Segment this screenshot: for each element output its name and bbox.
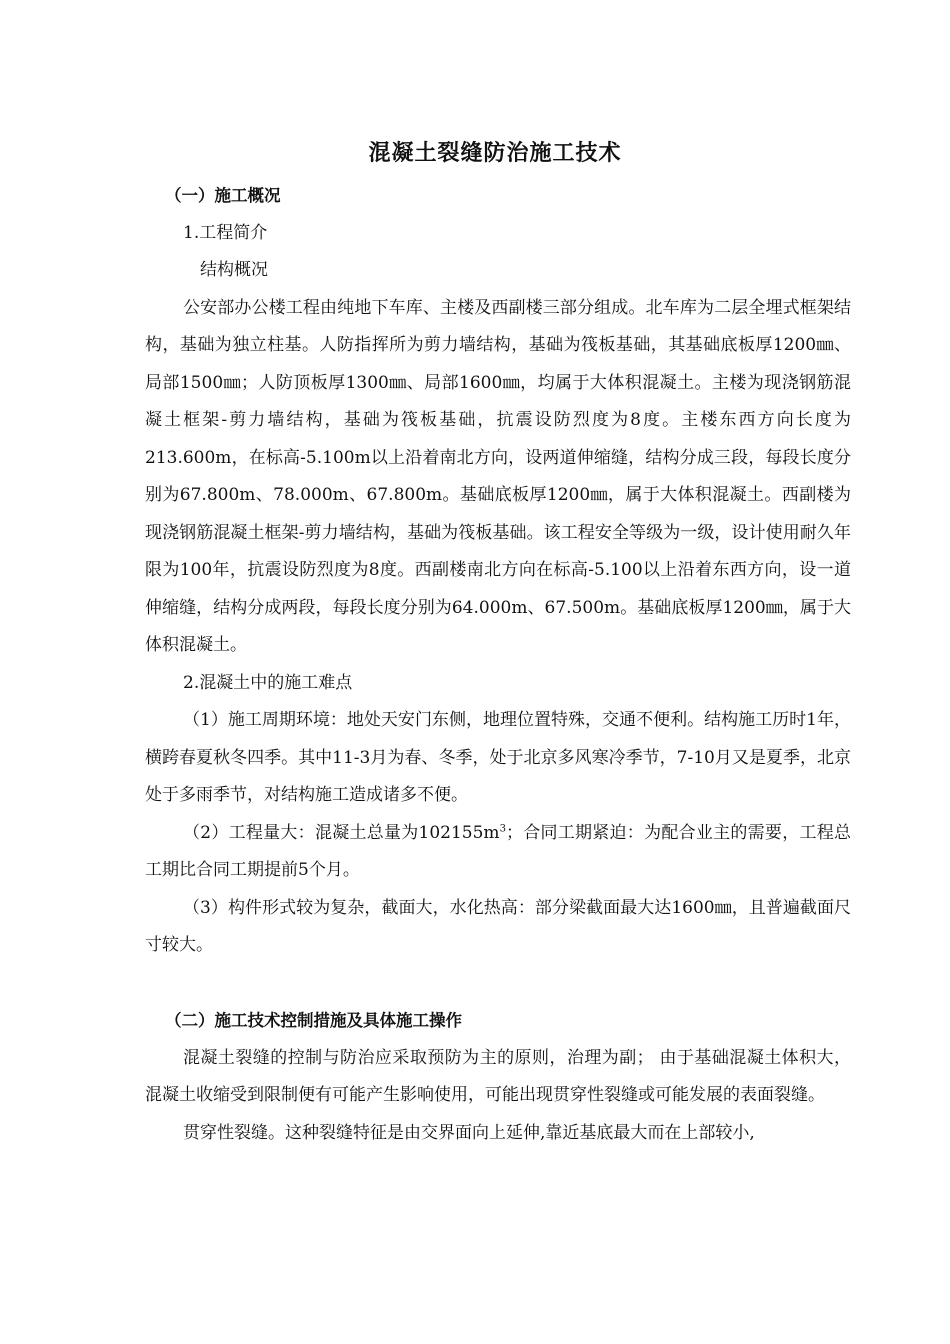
- paragraph-through-cracks: 贯穿性裂缝。这种裂缝特征是由交界面向上延伸,靠近基底最大而在上部较小,: [183, 1122, 755, 1143]
- subheading-construction-difficulties: 2.混凝土中的施工难点: [183, 672, 353, 693]
- list-item-construction-environment: （1）施工周期环境：地处天安门东侧，地理位置特殊，交通不便利。结构施工历时1年，横跨春夏秋冬四季。其中11-3月为春、冬季，处于北京多风寒冷季节，7-10月又是夏季，北京处于多雨季节，对结构施工造成诸多不便。: [145, 710, 851, 805]
- subheading-structure-overview: 结构概况: [200, 260, 268, 280]
- subheading-project-intro: 1.工程简介: [183, 222, 268, 243]
- document-title: 混凝土裂缝防治施工技术: [368, 141, 622, 166]
- list-item-large-quantity: [145, 815, 851, 890]
- section-gap: [145, 965, 851, 1003]
- superscript-cubic: 3: [499, 822, 506, 834]
- paragraph-structure-description: 公安部办公楼工程由纯地下车库、主楼及西副楼三部分组成。北车库为二层全埋式框架结构，基础为独立柱基。人防指挥所为剪力墙结构，基础为筏板基础，其基础底板厚1200㎜、局部1500㎜；人防顶板厚1300㎜、局部1600㎜，均属于大体积混凝土。主楼为现浇钢筋混凝土框架-剪力墙结构，基础为筏板基础，抗震设防烈度为8度。主楼东西方向长度为213.600m，在标高-5.100m以上沿着南北方向，设两道伸缩缝，结构分成三段，每段长度分别为67.800m、78.000m、67.800m。基础底板厚1200㎜，属于大体积混凝土。西副楼为现浇钢筋混凝土框架-剪力墙结构，基础为筏板基础。该工程安全等级为一级，设计使用耐久年限为100年，抗震设防烈度为8度。西副楼南北方向在标高-5.100以上沿着东西方向，设一道伸缩缝，结构分成两段，每段长度分别为64.000m、67.500m。基础底板厚1200㎜，属于大体积混凝土。: [145, 297, 851, 655]
- list-item-large-quantity-text-b: ；合同工期紧迫：为配合业主的需要，工程总工期比合同工期提前5个月。: [145, 822, 851, 880]
- list-item-large-quantity-text-a: （2）工程量大：混凝土总量为102155m: [183, 822, 500, 843]
- section-heading-overview: （一）施工概况: [165, 186, 281, 205]
- paragraph-crack-prevention-principle: 混凝土裂缝的控制与防治应采取预防为主的原则，治理为副； 由于基础混凝土体积大，混凝土收缩受到限制便有可能产生影响使用，可能出现贯穿性裂缝或可能发展的表面裂缝。: [145, 1047, 851, 1105]
- section-heading-control-measures: （二）施工技术控制措施及具体施工操作: [165, 1011, 462, 1030]
- document-body: [145, 177, 851, 1152]
- list-item-complex-members: （3）构件形式较为复杂，截面大，水化热高：部分梁截面最大达1600㎜，且普遍截面尺寸较大。: [145, 897, 851, 955]
